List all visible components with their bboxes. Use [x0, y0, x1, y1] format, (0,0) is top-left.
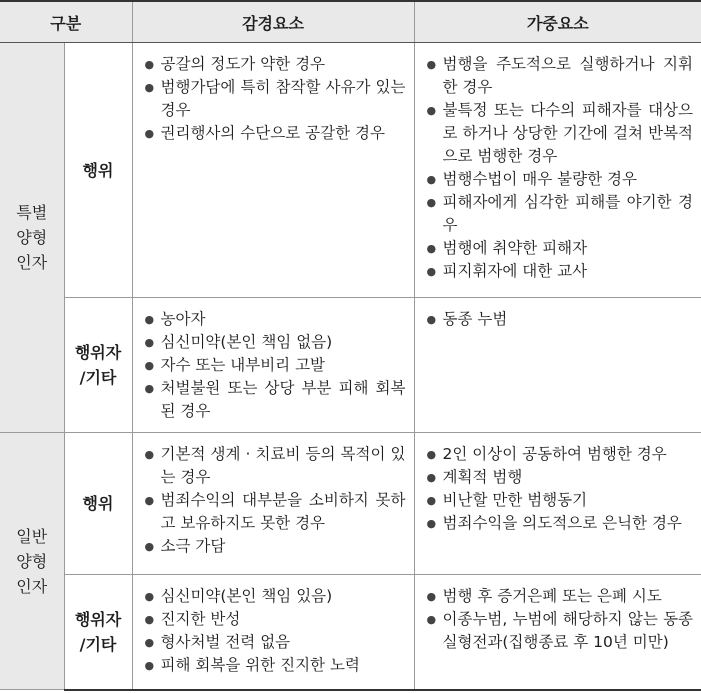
aggravating-list — [415, 433, 701, 541]
factor-row — [0, 43, 701, 298]
aggravating-cell — [414, 433, 701, 575]
subcategory-label: 행위자 /기타 — [64, 575, 132, 690]
aggravating-item: ● 범행을 주도적으로 실행하거나 지휘한 경우 — [425, 53, 694, 99]
aggravating-item: ● 동종 누범 — [425, 308, 694, 331]
mitigating-item: ● 공갈의 정도가 약한 경우 — [143, 53, 406, 76]
aggravating-cell — [414, 575, 701, 690]
aggravating-item: ● 범행수법이 매우 불량한 경우 — [425, 168, 694, 191]
aggravating-item: ● 범행에 취약한 피해자 — [425, 237, 694, 260]
aggravating-item: ● 범죄수익을 의도적으로 은닉한 경우 — [425, 512, 694, 535]
aggravating-item: ● 피해자에게 심각한 피해를 야기한 경우 — [425, 191, 694, 237]
mitigating-item: ● 피해 회복을 위한 진지한 노력 — [143, 654, 406, 677]
mitigating-cell — [132, 433, 414, 575]
factor-row — [0, 298, 701, 433]
aggravating-item: ● 비난할 만한 범행동기 — [425, 489, 694, 512]
aggravating-cell — [414, 43, 701, 298]
mitigating-item: ● 심신미약(본인 책임 없음) — [143, 331, 406, 354]
mitigating-item: ● 권리행사의 수단으로 공갈한 경우 — [143, 122, 406, 145]
aggravating-item: ● 이종누범, 누범에 해당하지 않는 동종 실형전과(집행종료 후 10년 미만) — [425, 608, 694, 654]
mitigating-item: ● 소극 가담 — [143, 535, 406, 558]
header-row — [0, 1, 701, 43]
factor-row — [0, 575, 701, 690]
mitigating-list — [133, 298, 414, 429]
mitigating-item: ● 형사처벌 전력 없음 — [143, 631, 406, 654]
header-category: 구분 — [0, 1, 132, 43]
mitigating-cell — [132, 43, 414, 298]
mitigating-list — [133, 433, 414, 564]
aggravating-list — [415, 43, 701, 289]
header-mitigating: 감경요소 — [132, 1, 414, 43]
group-label: 일반 양형 인자 — [0, 433, 64, 690]
aggravating-item: ● 2인 이상이 공동하여 범행한 경우 — [425, 443, 694, 466]
mitigating-item: ● 기본적 생계 · 치료비 등의 목적이 있는 경우 — [143, 443, 406, 489]
header-aggravating: 가중요소 — [414, 1, 701, 43]
aggravating-cell — [414, 298, 701, 433]
mitigating-list — [133, 575, 414, 683]
group-label: 특별 양형 인자 — [0, 43, 64, 433]
subcategory-label: 행위 — [64, 43, 132, 298]
factor-row — [0, 433, 701, 575]
mitigating-item: ● 심신미약(본인 책임 있음) — [143, 585, 406, 608]
mitigating-cell — [132, 298, 414, 433]
mitigating-list — [133, 43, 414, 151]
aggravating-item: ● 범행 후 증거은폐 또는 은폐 시도 — [425, 585, 694, 608]
aggravating-item: ● 계획적 범행 — [425, 466, 694, 489]
mitigating-item: ● 진지한 반성 — [143, 608, 406, 631]
mitigating-item: ● 범죄수익의 대부분을 소비하지 못하고 보유하지도 못한 경우 — [143, 489, 406, 535]
subcategory-label: 행위자 /기타 — [64, 298, 132, 433]
mitigating-cell — [132, 575, 414, 690]
mitigating-item: ● 범행가담에 특히 참작할 사유가 있는 경우 — [143, 76, 406, 122]
aggravating-list — [415, 575, 701, 660]
aggravating-item: ● 피지휘자에 대한 교사 — [425, 260, 694, 283]
subcategory-label: 행위 — [64, 433, 132, 575]
mitigating-item: ● 자수 또는 내부비리 고발 — [143, 354, 406, 377]
aggravating-item: ● 불특정 또는 다수의 피해자를 대상으로 하거나 상당한 기간에 걸쳐 반복적으로 범행한 경우 — [425, 99, 694, 168]
mitigating-item: ● 농아자 — [143, 308, 406, 331]
mitigating-item: ● 처벌불원 또는 상당 부분 피해 회복된 경우 — [143, 377, 406, 423]
aggravating-list — [415, 298, 701, 337]
